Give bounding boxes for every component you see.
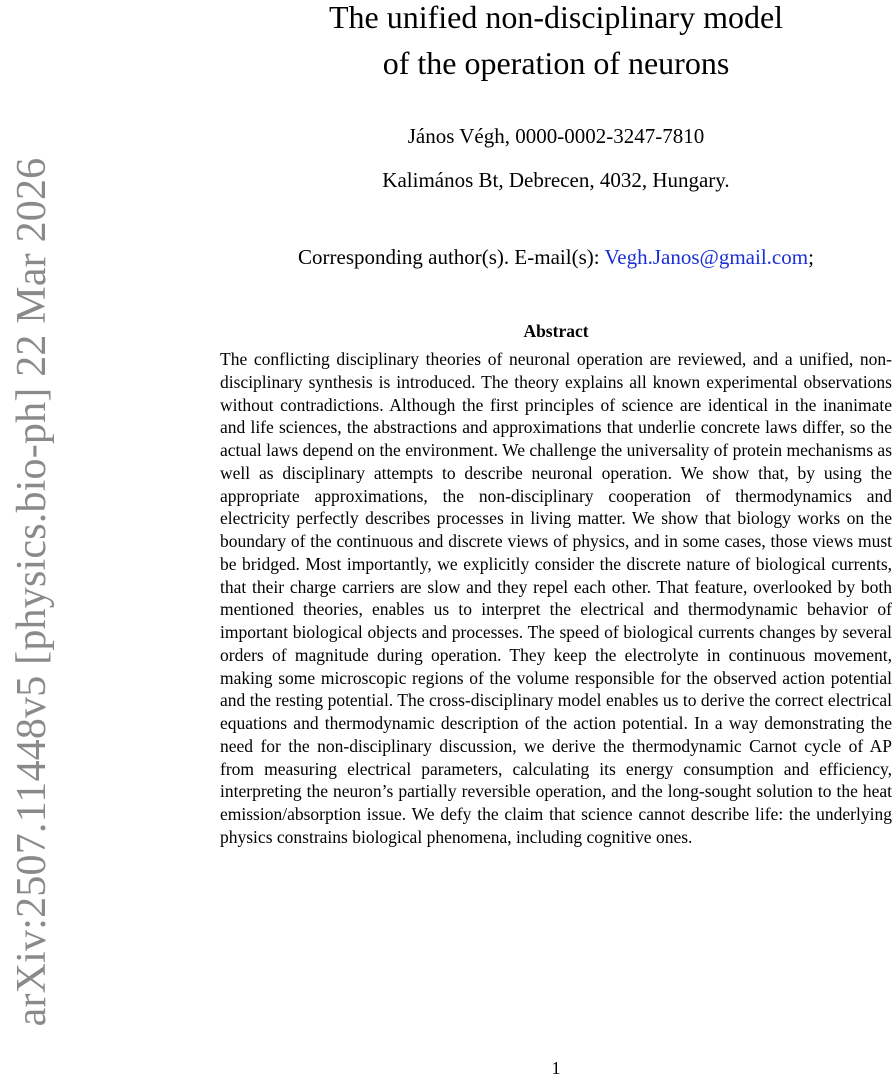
page-number: 1 [551,1058,561,1078]
abstract-body: The conflicting disciplinary theories of neuronal operation are reviewed, and a unified, non-disciplinary synthesis is introduced. The theory explains all known experimental observations without contradictions. Although the first principles of science are identical in the inanimate and life sciences, the abstractions and approximations that underlie concrete laws differ, so the actual laws depend on the environment. We challenge the universality of protein mechanisms as well as disciplinary attempts to describe neuronal operation. We show that, by using the appropriate approximations, the non-disciplinary cooperation of thermodynamics and electricity perfectly describes processes in living matter. We show that biology works on the boundary of the continuous and discrete views of physics, and in some cases, those views must be bridged. Most importantly, we explicitly consider the discrete nature of biological currents, that their charge carriers are slow and they repel each other. That feature, overlooked by both mentioned theories, enables us to interpret the electrical and thermodynamic behavior of important biological objects and processes. The speed of biological currents changes by several orders of magnitude during operation. They keep the electrolyte in continuous movement, making some microscopic regions of the volume responsible for the observed action potential and the resting potential. The cross-disciplinary model enables us to derive the correct electrical equations and thermodynamic description of the action potential. In a way demonstrating the need for the non-disciplinary discussion, we derive the thermodynamic Carnot cycle of AP from measuring electrical parameters, calculating its energy consumption and efficiency, interpreting the neuron’s partially reversible operation, and the long-sought solution to the heat emission/absorption issue. We defy the claim that science cannot describe life: the underlying physics constrains biological phenomena, including cognitive ones. [220,349,892,847]
arxiv-stamp [0,0,60,1076]
title-line-2: of the operation of neurons [382,45,730,81]
email-link[interactable]: Vegh.Janos@gmail.com [604,245,809,269]
arxiv-identifier: arXiv:2507.11448v5 [physics.bio-ph] 22 Mar 2026 [9,157,55,1027]
correspondence-prefix: Corresponding author(s). E-mail(s): [298,245,605,269]
author-line: János Végh, 0000-0002-3247-7810 [407,124,705,148]
affiliation-line: Kalimános Bt, Debrecen, 4032, Hungary. [382,168,730,192]
correspondence-suffix: ; [808,245,814,269]
correspondence-line [220,243,892,271]
abstract-heading: Abstract [523,321,589,341]
paper-title [220,0,892,86]
title-line-1: The unified non-disciplinary model [328,0,784,35]
